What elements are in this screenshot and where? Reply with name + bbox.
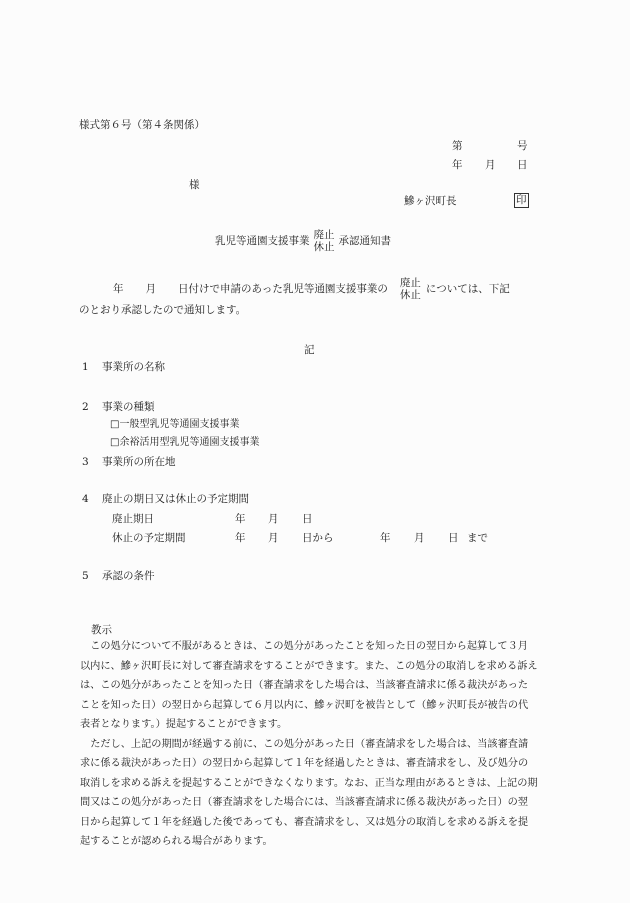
- title-option-abolish: 廃止: [313, 229, 335, 241]
- item-1-number: 1: [82, 361, 89, 373]
- item-4-number: 4: [82, 493, 89, 505]
- suspend-start-from: 日から: [302, 532, 334, 544]
- suspend-end-year: 年: [380, 532, 391, 544]
- document-number-prefix: 第: [452, 140, 463, 152]
- item-5-label: 承認の条件: [102, 570, 155, 582]
- date-year: 年: [452, 159, 463, 171]
- ki-heading: 記: [304, 344, 315, 356]
- suspend-start-year: 年: [235, 532, 246, 544]
- item-5-number: 5: [82, 570, 89, 582]
- seal-icon: 印: [516, 194, 527, 206]
- abolish-date-label: 廃止期日: [112, 513, 154, 525]
- addressee-suffix: 様: [189, 179, 200, 191]
- title-before: 乳児等通園支援事業: [215, 235, 310, 248]
- body-text-2: については、下記: [425, 283, 510, 296]
- body-option-suspend: 休止: [399, 288, 421, 301]
- date-day: 日: [517, 159, 528, 171]
- suspend-end-month: 月: [414, 532, 425, 544]
- body-month: 月: [145, 283, 156, 296]
- document-number-suffix: 号: [517, 140, 528, 152]
- business-type-surplus[interactable]: □余裕活用型乳児等通園支援事業: [110, 437, 260, 448]
- suspend-period-label: 休止の予定期間: [112, 532, 186, 544]
- title-after: 承認通知書: [338, 235, 391, 248]
- body-year: 年: [113, 283, 124, 296]
- item-2-label: 事業の種類: [102, 401, 155, 413]
- abolish-day: 日: [302, 513, 313, 525]
- title-option-stack: [314, 230, 335, 253]
- body-line-1: [79, 278, 510, 301]
- body-option-abolish: 廃止: [399, 277, 421, 289]
- notice-body: [80, 637, 538, 852]
- date-month: 月: [485, 159, 496, 171]
- document-title: [215, 230, 391, 253]
- item-2-number: 2: [82, 401, 89, 413]
- body-text-1: 日付けで申請のあった乳児等通園支援事業の: [178, 283, 388, 296]
- item-4-label: 廃止の期日又は休止の予定期間: [102, 493, 249, 505]
- notice-title: 教示: [91, 624, 112, 636]
- suspend-start-month: 月: [268, 532, 279, 544]
- seal-mark: [514, 193, 529, 208]
- item-3-label: 事業所の所在地: [102, 456, 176, 468]
- business-type-general[interactable]: □一般型乳児等通園支援事業: [110, 419, 240, 430]
- body-option-stack: [400, 278, 421, 301]
- item-1-label: 事業所の名称: [102, 361, 165, 373]
- suspend-end-until: まで: [467, 532, 488, 544]
- suspend-end-day: 日: [448, 532, 459, 544]
- form-number: 様式第６号（第４条関係）: [79, 119, 205, 131]
- abolish-month: 月: [268, 513, 279, 525]
- body-line-2: のとおり承認したので通知します。: [79, 304, 247, 316]
- abolish-year: 年: [235, 513, 246, 525]
- issuer-name: 鰺ヶ沢町長: [404, 195, 457, 207]
- title-option-suspend: 休止: [313, 240, 335, 253]
- item-3-number: 3: [82, 456, 89, 468]
- notice-paragraph-2: ただし、上記の期間が経過する前に、この処分があった日（審査請求をした場合は、当該審査請求に係る裁決があった日）の翌日から起算して１年を経過したときは、審査請求をし、及び処分の取消しを求める訴えを提起することができなくなります。なお、正当な理由があるときは、上記の期間又はこの処分があった日（審査請求をした場合には、当該審査請求に係る裁決があった日）の翌日から起算して１年を経過した後であっても、審査請求をし、又は処分の取消しを求める訴えを提起することが認められる場合があります。: [80, 738, 538, 847]
- notice-paragraph-1: この処分について不服があるときは、この処分があったことを知った日の翌日から起算して３月以内に、鰺ヶ沢町長に対して審査請求をすることができます。また、この処分の取消しを求める訴えは、この処分があったことを知った日（審査請求をした場合は、当該審査請求に係る裁決があったことを知った日）の翌日から起算して６月以内に、鰺ヶ沢町を被告として（鰺ヶ沢町長が被告の代表者となります。）提起することができます。: [80, 641, 538, 730]
